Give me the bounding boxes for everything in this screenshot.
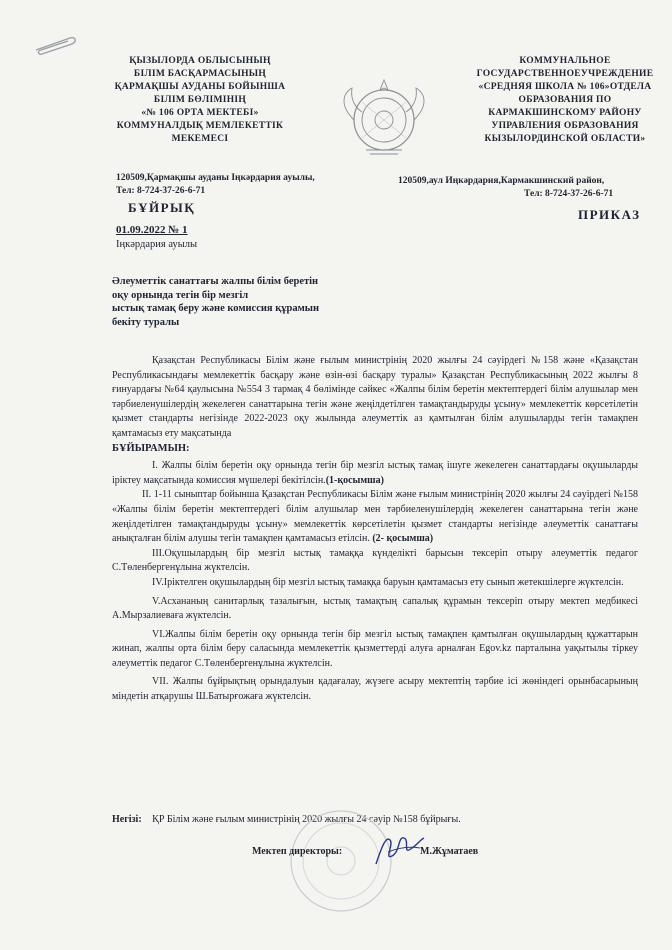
header-left-line: БІЛІМ БАСҚАРМАСЫНЫҢ <box>133 69 267 79</box>
place-name: Іңкәрдария ауылы <box>116 239 198 250</box>
address-right-2: Тел: 8-724-37-26-6-71 <box>524 189 614 199</box>
basis-label: Негізі: <box>112 814 142 825</box>
header-left-line: БІЛІМ БӨЛІМІНІҢ <box>153 95 247 105</box>
header-right-line: ГОСУДАРСТВЕННОЕУЧРЕЖДЕНИЕ <box>476 69 654 79</box>
order-body <box>112 354 638 705</box>
order-item-note: (2- қосымша) <box>372 533 434 545</box>
order-item-text: ІV.Іріктелген оқушылардың бір мезгіл ыстық тамаққа баруын қамтамасыз ету сынып жетекшілерге жүктелсін. <box>152 576 624 588</box>
subject-line: ыстық тамақ беру және комиссия құрамын <box>112 303 320 315</box>
order-item-text: V.Асхананың санитарлық тазалығын, ыстық тамақтың сапалық құрамын тексеріп отыру мектеп медбикесі А.Мырзалиеваға жүктелсін. <box>112 595 638 622</box>
subject <box>112 275 319 329</box>
header-right-line: ОБРАЗОВАНИЯ ПО <box>518 95 612 105</box>
order-title-kz: БҰЙРЫҚ <box>128 200 196 215</box>
order-item <box>112 675 638 704</box>
basis-text: ҚР Білім және ғылым министрінің 2020 жылғы 24 сәуір №158 бұйрығы. <box>152 814 461 825</box>
header-right-line: УПРАВЛЕНИЯ ОБРАЗОВАНИЯ <box>491 121 639 131</box>
paper-clip <box>30 30 80 58</box>
order-item-text: ІІІ.Оқушылардың бір мезгіл ыстық тамаққа күнделікті барысын тексеріп отыру әлеуметтік педагог С.Төленбергенұлына жүктелсін. <box>112 547 638 574</box>
order-item-note: (1-қосымша) <box>325 474 384 486</box>
header-left-line: «№ 106 ОРТА МЕКТЕБІ» <box>141 108 259 118</box>
order-item <box>112 628 638 672</box>
order-item <box>112 459 638 488</box>
order-item-text: ІІ. 1-11 сыныптар бойынша Қазақстан Республикасы Білім және ғылым министрінің 2020 жылғы 24 сәуірдегі №158 «Жалпы білім беретін мектептердегі білім алушылар мен тәрбиеленушілердің жекелеген санаттарына тегін және жеңілдетілген тамақтандыруды ұсыну» мемлекеттік көрсетілетін қызмет стандарты негізінде әлеуметтік санаттағы анықталған білім алушы тегін тамақпен қамтамасыз етілсін. <box>112 489 638 545</box>
signature-title: Мектеп директоры: <box>252 846 343 857</box>
header-left-line: ҚЫЗЫЛОРДА ОБЛЫСЫНЫҢ <box>129 56 271 66</box>
state-emblem <box>336 76 432 160</box>
order-title-ru: ПРИКАЗ <box>578 207 641 222</box>
order-item <box>112 595 638 624</box>
signature-scribble <box>368 826 428 870</box>
header-left-line: ҚАРМАҚШЫ АУДАНЫ БОЙЫНША <box>114 82 286 92</box>
subject-line: оқу орнында тегін бір мезгіл <box>112 289 249 301</box>
preamble-text: Қазақстан Республикасы Білім және ғылым министрінің 2020 жылғы 24 сәуірдегі №158 және «Қазақстан Республикасындағы мемлекеттік басқару және өзін-өзі басқару туралы» Қазақстан Республикасының 2022 жылғы 8 ғинуардағы №64 қаулысына №554 3 тармақ 4 бөлімінде сәйкес «Жалпы білім беретін мектептердегі білім алушылар мен тәрбиеленушілердің жекелеген санаттарына тегін және жеңілдетілген тамақтандыруды ұсыну» мемлекеттік көрсетілетін қызмет стандарты негізінде 2022-2023 оқу жылында әлеуметтік аз қамтылған білім алушыларды тегін тамақпен қамтамасыз ету мақсатында <box>112 355 638 439</box>
address-left-1: 120509,Қармақшы ауданы Іңкәрдария ауылы, <box>116 173 315 183</box>
header-right-line: КОММУНАЛЬНОЕ <box>519 56 611 66</box>
order-item <box>112 547 638 576</box>
header-left-line: КОММУНАЛДЫҚ МЕМЛЕКЕТТІК <box>116 121 284 131</box>
header-right-line: КАРМАКШИНСКОМУ РАЙОНУ <box>488 108 642 118</box>
header-left <box>70 55 330 146</box>
order-item-text: І. Жалпы білім беретін оқу орнында тегін бір мезгіл ыстық тамақ ішуге жекелеген санаттардағы оқушыларды іріктеу мақсатында комиссия мүшелері бекітілсін. <box>112 460 638 486</box>
preamble <box>112 354 638 442</box>
header-right <box>455 55 672 146</box>
header-left-line: МЕКЕМЕСІ <box>171 134 229 144</box>
order-item <box>112 488 638 546</box>
order-item <box>112 576 638 591</box>
subject-line: Әлеуметтік санаттағы жалпы білім беретін <box>112 276 319 287</box>
signature-name: М.Жұматаев <box>420 846 479 857</box>
header-right-line: КЫЗЫЛОРДИНСКОЙ ОБЛАСТИ» <box>484 134 646 144</box>
subject-line: бекіту туралы <box>112 316 180 328</box>
address-left-2: Тел: 8-724-37-26-6-71 <box>116 186 206 196</box>
header-right-line: «СРЕДНЯЯ ШКОЛА № 106»ОТДЕЛА <box>478 82 652 92</box>
command-word: БҰЙЫРАМЫН: <box>112 442 190 454</box>
address-right-1: 120509,аул Иңкәрдария,Кармакшинский район, <box>398 176 605 186</box>
order-item-text: VI.Жалпы білім беретін оқу орнында тегін бір мезгіл ыстық тамақпен қамтылған оқушылардың құжаттарын жинап, жалпы орта білім беру саласында мемлекеттік қызметтерді алуға арналған Egov.kz парталына уақытылы тіркеу әлеуметтік педагог С.Төленбергенұлына жүктелсін. <box>112 628 638 669</box>
order-item-text: VII. Жалпы бұйрықтың орындалуын қадағалау, жүзеге асыру мектептің тәрбие ісі жөніндегі орынбасарының міндетін атқарушы Ш.Батырғожаға жүктелсін. <box>112 676 638 703</box>
date-number: 01.09.2022 № 1 <box>116 224 188 236</box>
